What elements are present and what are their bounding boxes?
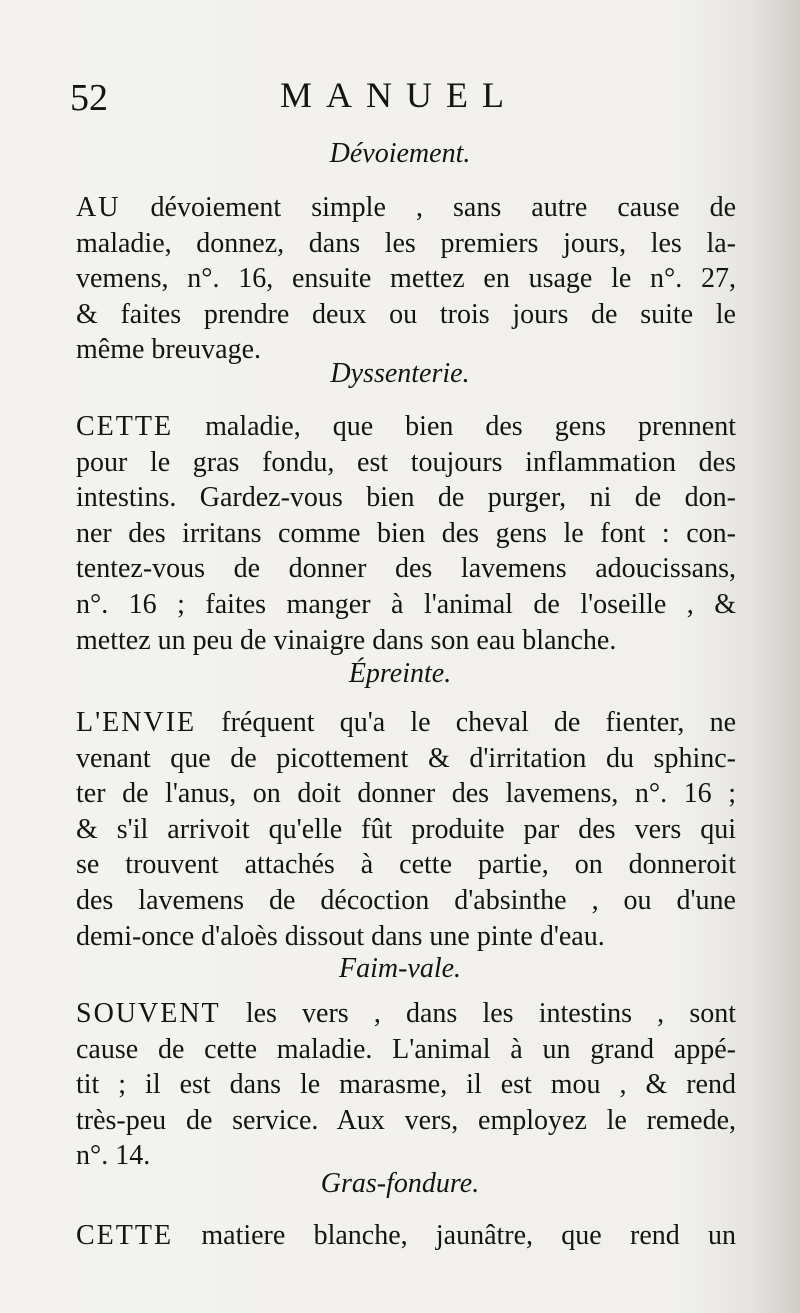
text-line: SOUVENT les vers , dans les intestins , sont <box>76 998 736 1029</box>
text-line: n°. 16 ; faites manger à l'animal de l'oseille , & <box>76 588 736 620</box>
text-line: & faites prendre deux ou trois jours de suite le <box>76 298 736 330</box>
text-line: ter de l'anus, on doit donner des lavemens, n°. 16 ; <box>76 778 736 810</box>
section-heading-devoiement: Dévoiement. <box>329 138 471 169</box>
section-heading-faim-vale: Faim-vale. <box>338 953 462 984</box>
page-number: 52 <box>70 77 108 119</box>
text-line: ner des irritans comme bien des gens le font : con- <box>76 517 736 549</box>
text-line: cause de cette maladie. L'animal à un grand appé- <box>76 1033 736 1065</box>
text-line: demi-once d'aloès dissout dans une pinte d'eau. <box>76 920 605 952</box>
lead-word: SOUVENT <box>76 998 221 1029</box>
text-line: même breuvage. <box>76 334 262 366</box>
running-head <box>0 72 800 122</box>
text-line: se trouvent attachés à cette partie, on donneroit <box>76 849 736 881</box>
text-line: venant que de picottement & d'irritation du sphinc- <box>76 742 736 774</box>
section-heading-dyssenterie: Dyssenterie. <box>330 358 470 389</box>
lead-word: CETTE <box>76 1220 174 1251</box>
text-line: intestins. Gardez-vous bien de purger, ni de don- <box>76 482 736 514</box>
paragraph-devoiement <box>76 190 736 368</box>
section-heading-epreinte: Épreinte. <box>348 658 452 689</box>
text-line: très-peu de service. Aux vers, employez le remede, <box>76 1104 736 1136</box>
text-line: des lavemens de décoction d'absinthe , ou d'une <box>76 884 736 916</box>
text-line: L'ENVIE fréquent qu'a le cheval de fienter, ne <box>76 707 737 738</box>
text-line: pour le gras fondu, est toujours inflammation des <box>76 446 736 478</box>
text-line: vemens, n°. 16, ensuite mettez en usage le n°. 27, <box>76 263 736 295</box>
text-line: n°. 14. <box>76 1140 151 1172</box>
paragraph-epreinte <box>76 705 736 954</box>
lead-word: AU <box>76 192 121 223</box>
section-heading-gras-fondure: Gras-fondure. <box>320 1168 480 1199</box>
text-line: maladie, donnez, dans les premiers jours, les la- <box>76 227 736 259</box>
lead-word: CETTE <box>76 411 174 442</box>
paragraph-dyssenterie <box>76 409 736 658</box>
running-title: MANUEL <box>280 75 518 115</box>
text-line: mettez un peu de vinaigre dans son eau blanche. <box>76 624 617 656</box>
text-line: AU dévoiement simple , sans autre cause de <box>76 192 737 223</box>
paragraph-gras-fondure <box>76 1218 736 1254</box>
lead-word: L'ENVIE <box>76 707 197 738</box>
paragraph-faim-vale <box>76 996 736 1174</box>
text-line: & s'il arrivoit qu'elle fût produite par des vers qui <box>76 813 736 845</box>
text-line: CETTE maladie, que bien des gens prennent <box>76 411 736 442</box>
text-line: CETTE matiere blanche, jaunâtre, que rend un <box>76 1220 737 1251</box>
text-line: tit ; il est dans le marasme, il est mou , & rend <box>76 1069 736 1101</box>
text-line: tentez-vous de donner des lavemens adoucissans, <box>76 553 736 585</box>
